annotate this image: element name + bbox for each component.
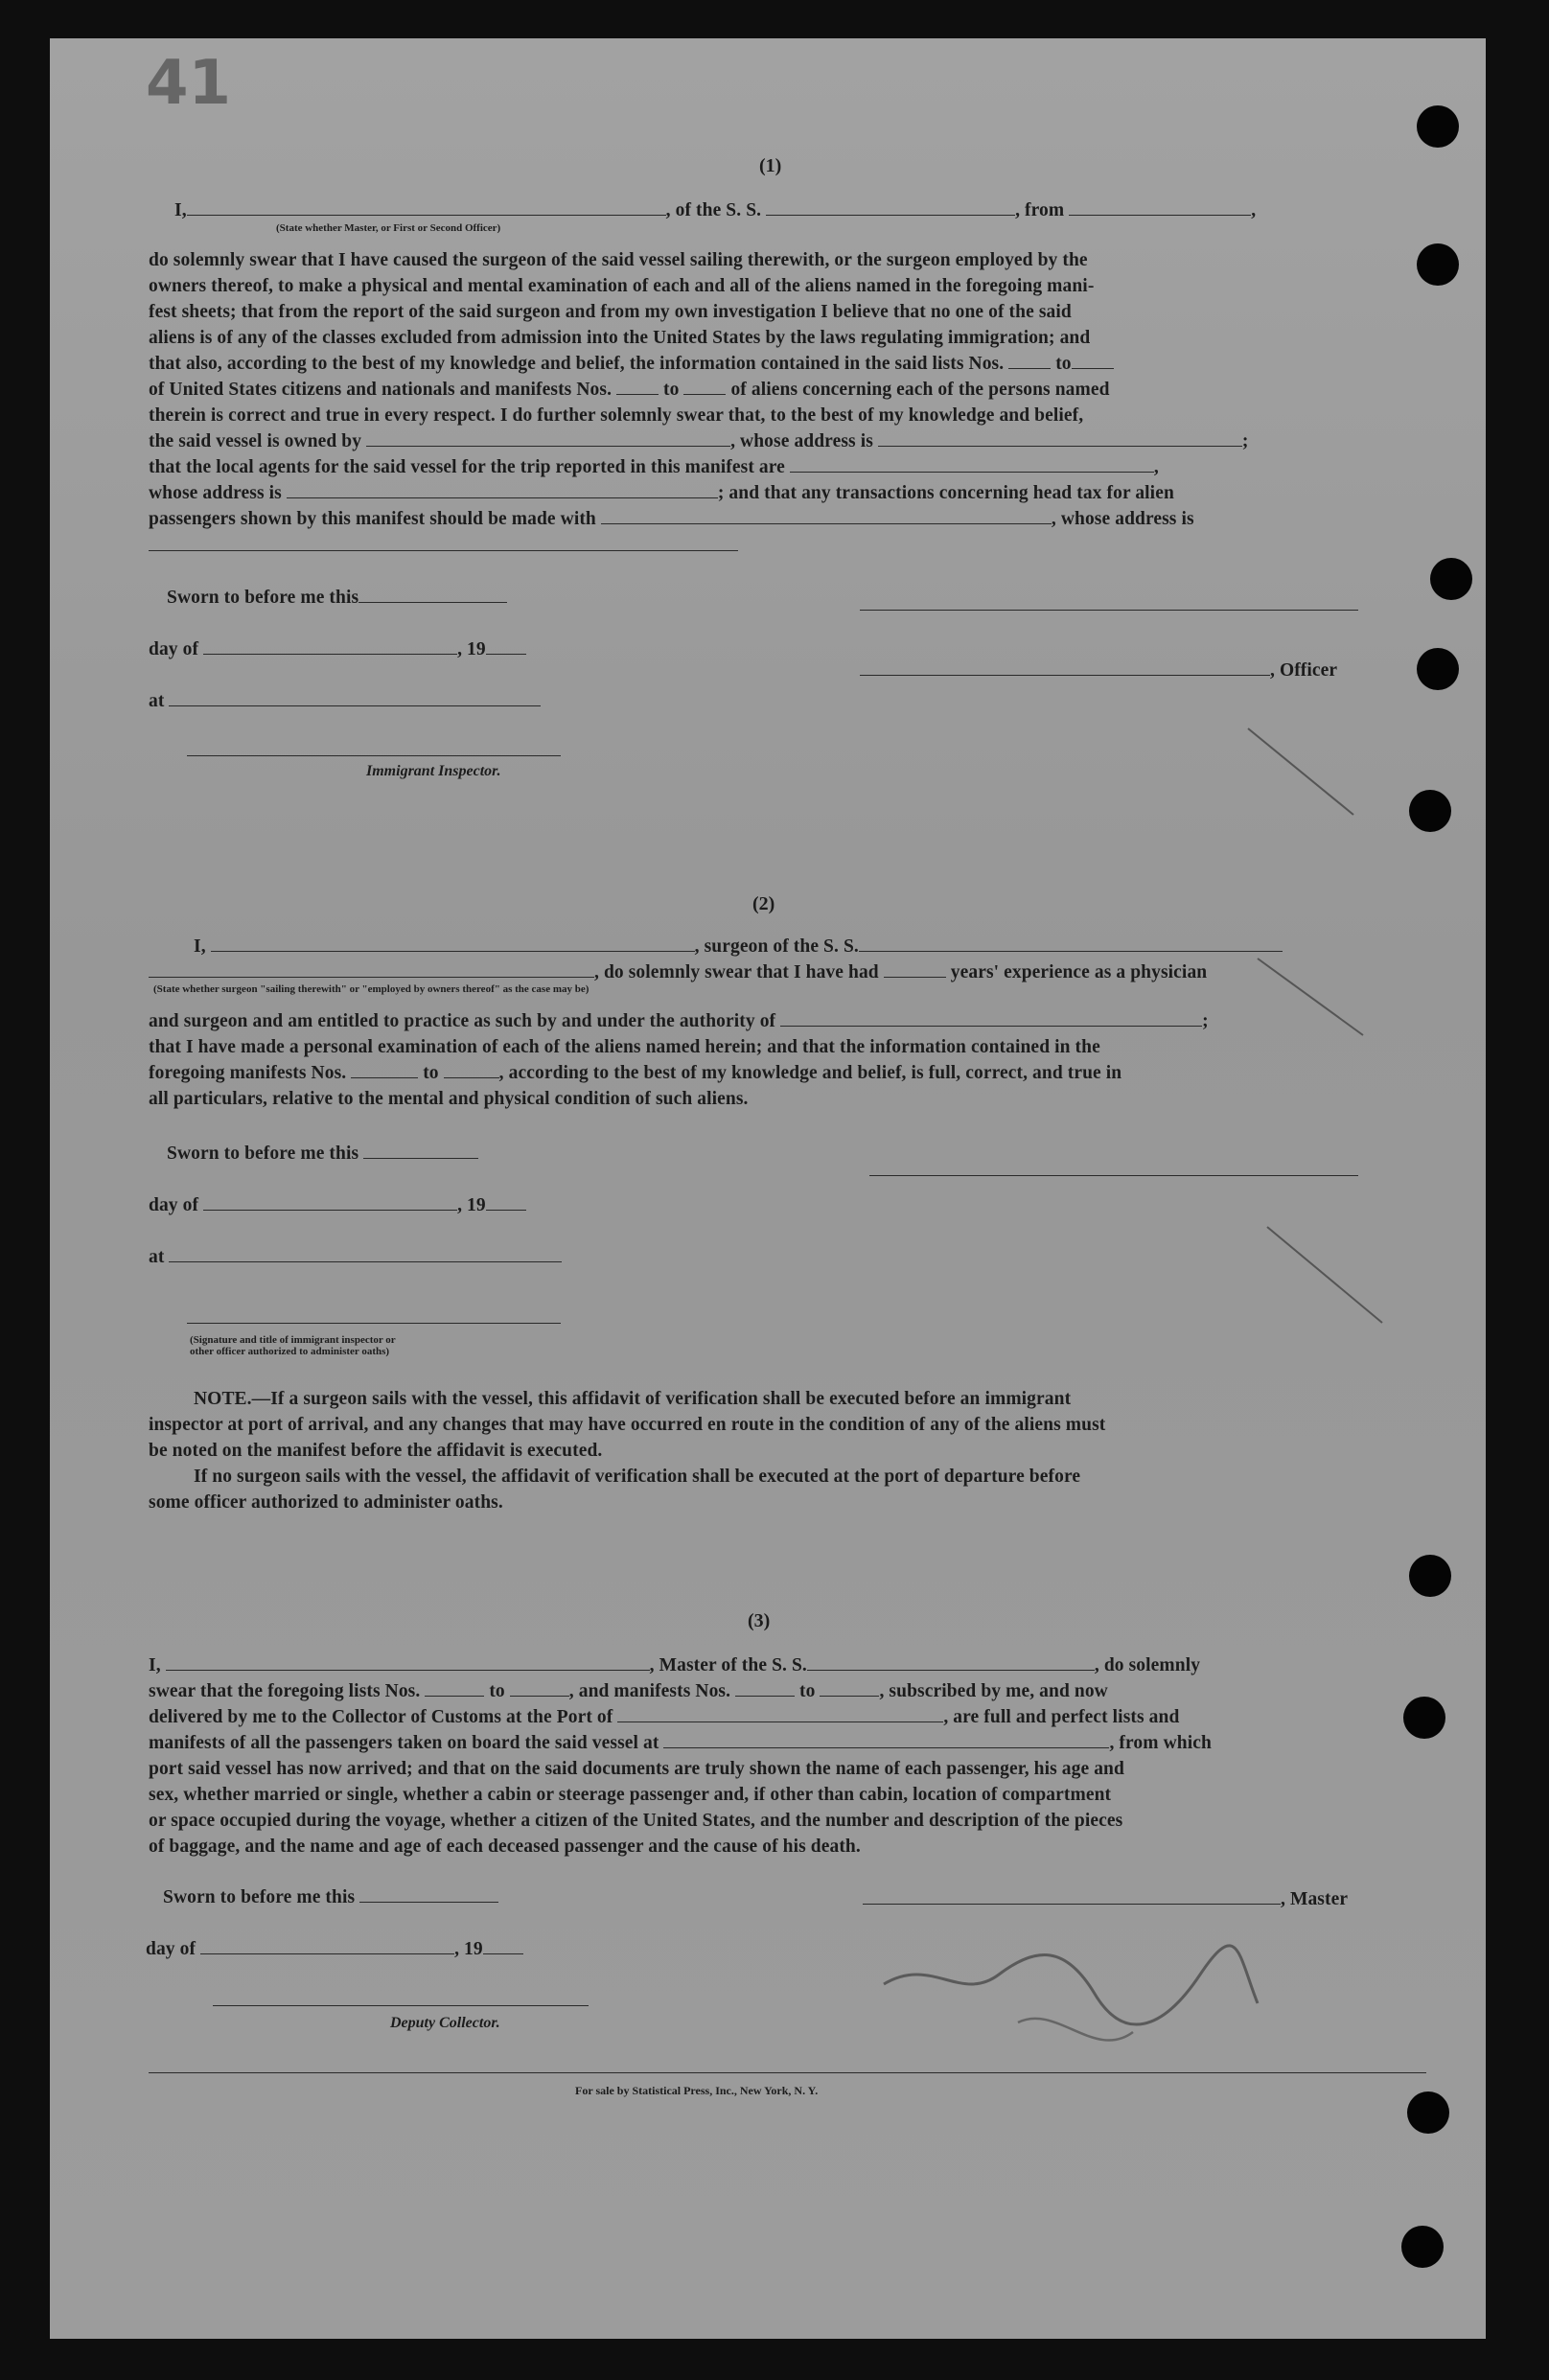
owner-address-blank[interactable] xyxy=(878,430,1242,447)
s3-day: day of , 19 xyxy=(146,1936,523,1962)
s3-list-from-blank[interactable] xyxy=(425,1680,484,1697)
s2-line-1: I, , surgeon of the S. S. xyxy=(194,934,1283,959)
s3-vessel-blank[interactable] xyxy=(807,1654,1095,1671)
s3-line-1: I, , Master of the S. S. , do solemnly xyxy=(149,1655,1201,1675)
binder-hole-4 xyxy=(1417,648,1459,690)
s2-note-2: inspector at port of arrival, and any changes that may have occurred en route in the condition of any of the aliens must xyxy=(149,1415,1106,1435)
s1-sworn-date-blank[interactable] xyxy=(358,587,507,603)
s1-text-12: passengers shown by this manifest should be made with , whose address is xyxy=(149,509,1194,529)
s1-text-5: aliens is of any of the classes excluded from admission into the United States by the laws regulating immigration; and xyxy=(149,328,1091,348)
s3-line-2: swear that the foregoing lists Nos. to , and manifests Nos. to , subscribed by me, and now xyxy=(149,1681,1108,1701)
s3-embark-port-blank[interactable] xyxy=(663,1732,1109,1748)
master-name-blank[interactable] xyxy=(187,199,666,216)
vessel-name-blank[interactable] xyxy=(766,199,1015,216)
s1-officer-blank[interactable] xyxy=(860,659,1270,676)
list-no-to-blank[interactable] xyxy=(1072,353,1114,369)
s2-at-blank[interactable] xyxy=(169,1246,562,1262)
printer-footer: For sale by Statistical Press, Inc., New York, N. Y. xyxy=(575,2084,819,2097)
s1-text-3: owners thereof, to make a physical and mental examination of each and all of the aliens named in the foregoing mani- xyxy=(149,276,1095,296)
s3-sworn-date-blank[interactable] xyxy=(359,1886,498,1903)
binder-hole-3 xyxy=(1430,558,1472,600)
s1-text-6: that also, according to the best of my knowledge and belief, the information contained in the said lists Nos. to xyxy=(149,351,1114,377)
s3-text-8: of baggage, and the name and age of each deceased passenger and the cause of his death. xyxy=(149,1837,861,1857)
s2-inspector-signature-line[interactable] xyxy=(187,1323,561,1324)
s3-port-blank[interactable] xyxy=(617,1706,943,1722)
s3-deputy-label: Deputy Collector. xyxy=(390,2015,500,2031)
bleed-through-marks xyxy=(1238,709,1430,1380)
s2-text-5: foregoing manifests Nos. to , according to the best of my knowledge and belief, is full, correct, and true in xyxy=(149,1063,1122,1083)
footer-rule xyxy=(149,2072,1426,2073)
s1-text-2: do solemnly swear that I have caused the surgeon of the said vessel sailing therewith, or the surgeon employed by the xyxy=(149,250,1088,270)
s3-manifest-from-blank[interactable] xyxy=(735,1680,795,1697)
s1-day: day of , 19 xyxy=(149,636,526,662)
s1-inspector-signature-line[interactable] xyxy=(187,755,561,756)
s3-master: , Master xyxy=(863,1886,1348,1912)
manifest-no-to-blank[interactable] xyxy=(683,379,726,395)
s2-text-6: all particulars, relative to the mental and physical condition of such aliens. xyxy=(149,1089,749,1109)
binder-hole-8 xyxy=(1407,2091,1449,2134)
s2-manifest-to-blank[interactable] xyxy=(444,1062,499,1078)
local-agents-blank[interactable] xyxy=(790,456,1154,473)
section-3-heading: (3) xyxy=(748,1610,771,1631)
s3-text-5: port said vessel has now arrived; and that on the said documents are truly shown the name of each passenger, his age and xyxy=(149,1759,1124,1779)
binder-hole-1 xyxy=(1417,105,1459,148)
s3-manifest-to-blank[interactable] xyxy=(820,1680,879,1697)
s1-text-9: the said vessel is owned by , whose address is ; xyxy=(149,431,1249,451)
s1-at: at xyxy=(149,688,541,714)
manifest-no-from-blank[interactable] xyxy=(616,379,659,395)
s1-sworn: Sworn to before me this xyxy=(167,585,507,611)
s1-signature-line[interactable] xyxy=(860,610,1358,611)
s2-status-note: (State whether surgeon "sailing therewith" or "employed by owners thereof" as the case may be) xyxy=(153,983,590,995)
s2-note-4: If no surgeon sails with the vessel, the affidavit of verification shall be executed at the port of departure before xyxy=(194,1467,1081,1487)
s2-text-3: and surgeon and am entitled to practice as such by and under the authority of ; xyxy=(149,1011,1209,1031)
s1-at-blank[interactable] xyxy=(169,690,541,706)
years-experience-blank[interactable] xyxy=(884,961,946,978)
s1-inspector-label: Immigrant Inspector. xyxy=(366,763,501,779)
binder-hole-2 xyxy=(1417,243,1459,286)
s1-day-blank[interactable] xyxy=(203,638,457,655)
s2-day-blank[interactable] xyxy=(203,1194,457,1211)
handwritten-page-number: 41 xyxy=(146,48,232,119)
s2-sworn: Sworn to before me this xyxy=(167,1141,478,1167)
s2-note-3: be noted on the manifest before the affidavit is executed. xyxy=(149,1441,603,1461)
s2-sig-note-1: (Signature and title of immigrant inspector or xyxy=(190,1334,396,1346)
s2-note-5: some officer authorized to administer oaths. xyxy=(149,1492,503,1513)
s1-title-note: (State whether Master, or First or Second Officer) xyxy=(276,222,501,234)
s3-master-blank[interactable] xyxy=(166,1654,650,1671)
s1-text-10: that the local agents for the said vessel for the trip reported in this manifest are , xyxy=(149,457,1159,477)
binder-hole-5 xyxy=(1409,790,1451,832)
s3-master-signature-blank[interactable] xyxy=(863,1888,1281,1905)
s2-day: day of , 19 xyxy=(149,1192,526,1218)
section-1-heading: (1) xyxy=(759,155,782,176)
binder-hole-6 xyxy=(1409,1555,1451,1597)
s1-address-continuation-line[interactable] xyxy=(149,550,738,551)
binder-hole-7 xyxy=(1403,1697,1445,1739)
s3-day-blank[interactable] xyxy=(200,1938,454,1954)
s1-text-7: of United States citizens and nationals and manifests Nos. to of aliens concerning each of the persons named xyxy=(149,380,1110,400)
s3-text-6: sex, whether married or single, whether a cabin or steerage passenger and, if other than cabin, location of compartment xyxy=(149,1785,1112,1805)
s3-list-to-blank[interactable] xyxy=(510,1680,569,1697)
s2-vessel-blank[interactable] xyxy=(859,936,1283,952)
s2-text-4: that I have made a personal examination of each of the aliens named herein; and that the information contained in the xyxy=(149,1037,1100,1057)
list-no-from-blank[interactable] xyxy=(1008,353,1051,369)
s1-line-1: I, , of the S. S. , from , xyxy=(174,200,1257,220)
surgeon-status-blank[interactable] xyxy=(149,961,594,978)
s2-sworn-date-blank[interactable] xyxy=(363,1143,478,1159)
head-tax-party-blank[interactable] xyxy=(601,508,1052,524)
s2-line-2: , do solemnly swear that I have had years' experience as a physician xyxy=(149,959,1207,985)
manifest-page xyxy=(50,38,1486,2339)
s3-text-7: or space occupied during the voyage, whether a citizen of the United States, and the number and description of the pieces xyxy=(149,1811,1123,1831)
s3-sworn: Sworn to before me this xyxy=(163,1884,498,1910)
agents-address-blank[interactable] xyxy=(287,482,718,498)
bleed-through-text xyxy=(865,556,875,577)
s1-text-11: whose address is ; and that any transactions concerning head tax for alien xyxy=(149,483,1174,503)
s2-year-blank[interactable] xyxy=(486,1194,526,1211)
s1-text-8: therein is correct and true in every respect. I do further solemnly swear that, to the best of my knowledge and belief, xyxy=(149,405,1084,426)
s3-line-4: manifests of all the passengers taken on board the said vessel at , from which xyxy=(149,1733,1212,1753)
s2-note-1: NOTE.—If a surgeon sails with the vessel, this affidavit of verification shall be executed before an immigrant xyxy=(194,1389,1072,1409)
authority-blank[interactable] xyxy=(780,1010,1202,1027)
s1-text-4: fest sheets; that from the report of the said surgeon and from my own investigation I believe that no one of the said xyxy=(149,302,1072,322)
binder-hole-9 xyxy=(1401,2226,1444,2268)
s2-sig-note-2: other officer authorized to administer oaths) xyxy=(190,1346,390,1357)
s3-line-3: delivered by me to the Collector of Customs at the Port of , are full and perfect lists and xyxy=(149,1707,1180,1727)
s3-deputy-signature-line[interactable] xyxy=(213,2005,589,2006)
s2-manifest-from-blank[interactable] xyxy=(351,1062,418,1078)
s1-officer: , Officer xyxy=(860,658,1337,683)
s1-year-blank[interactable] xyxy=(486,638,526,655)
handwritten-signature xyxy=(874,1917,1277,2080)
section-2-heading: (2) xyxy=(752,893,775,914)
s3-year-blank[interactable] xyxy=(483,1938,523,1954)
port-from-blank[interactable] xyxy=(1069,199,1251,216)
s2-at: at xyxy=(149,1244,562,1270)
surgeon-name-blank[interactable] xyxy=(211,936,695,952)
owner-blank[interactable] xyxy=(366,430,730,447)
